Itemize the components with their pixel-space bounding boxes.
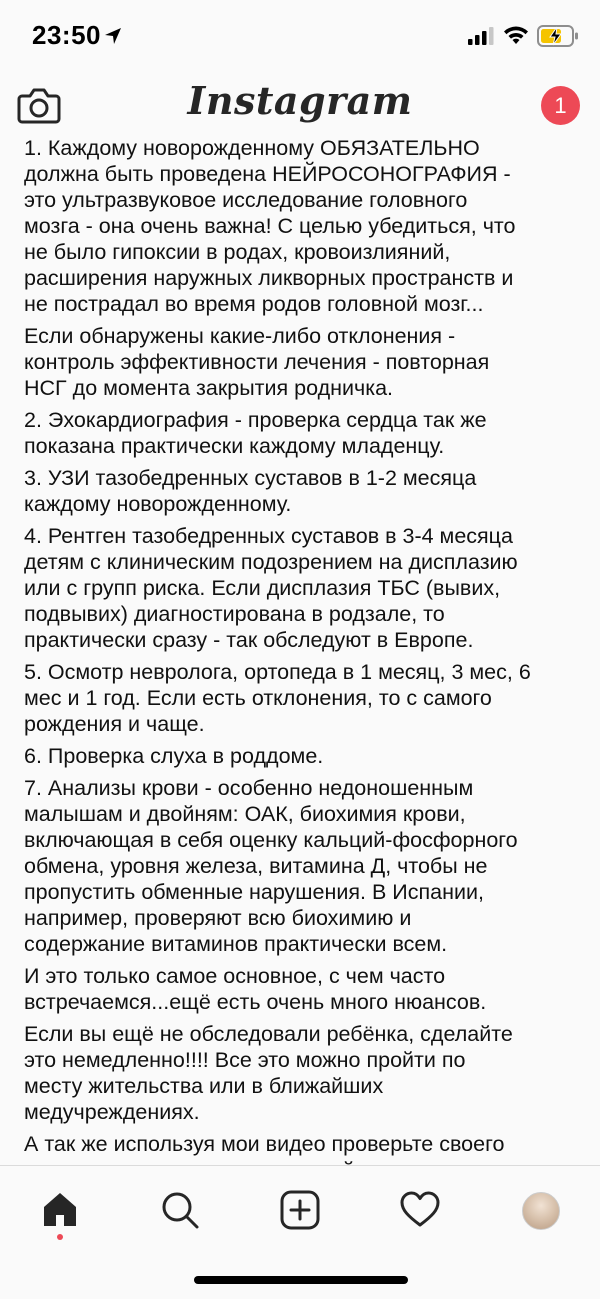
post-text-line: подвывих) диагностирована в родзале, то [24, 602, 445, 626]
post-paragraph [24, 323, 590, 401]
post-paragraph [24, 523, 590, 653]
home-indicator [194, 1276, 408, 1284]
post-text-line: расширения наружных ликворных пространств и [24, 266, 514, 290]
post-text-line: детям с клиническим подозрением на дисплазию [24, 550, 518, 574]
location-arrow-icon [103, 26, 123, 46]
post-text-line: содержание витаминов практически всем. [24, 932, 448, 956]
profile-avatar [522, 1192, 560, 1230]
post-text-line: не пострадал во время родов головной мозг... [24, 292, 484, 316]
post-text-line: 3. УЗИ тазобедренных суставов в 1-2 месяца [24, 466, 477, 490]
post-paragraph [24, 465, 590, 517]
cellular-signal-icon [468, 27, 494, 45]
home-icon[interactable] [40, 1190, 80, 1230]
post-text-line: практически сразу - так обследуют в Европе. [24, 628, 474, 652]
search-icon[interactable] [160, 1190, 200, 1230]
post-text-container [24, 135, 590, 1215]
post-text-line: показана практически каждому младенцу. [24, 434, 445, 458]
post-paragraph [24, 135, 590, 317]
post-text-line: 6. Проверка слуха в роддоме. [24, 744, 324, 768]
instagram-logo: Instagram [187, 78, 413, 123]
top-navigation [0, 70, 600, 142]
post-text-line: это немедленно!!!! Все это можно пройти по [24, 1048, 466, 1072]
post-paragraph [24, 1021, 590, 1125]
active-tab-indicator [57, 1234, 63, 1240]
post-paragraph [24, 659, 590, 737]
notification-badge[interactable]: 1 [541, 86, 580, 125]
post-text-line: 5. Осмотр невролога, ортопеда в 1 месяц, 3 мес, 6 [24, 660, 531, 684]
post-text-line: А так же используя мои видео проверьте своего [24, 1132, 505, 1156]
post-text-line: мозга - она очень важна! С целью убедиться, что [24, 214, 516, 238]
post-text-line: контроль эффективности лечения - повторная [24, 350, 490, 374]
post-text-line: это ультразвуковое исследование головного [24, 188, 468, 212]
post-text-line: должна быть проведена НЕЙРОСОНОГРАФИЯ - [24, 162, 511, 186]
status-time: 23:50 [32, 20, 101, 50]
post-text-line: малышам и двойням: ОАК, биохимия крови, [24, 802, 466, 826]
post-text-line: месту жительства или в ближайших [24, 1074, 384, 1098]
post-text-line: 1. Каждому новорожденному ОБЯЗАТЕЛЬНО [24, 136, 480, 160]
post-text-line: мес и 1 год. Если есть отклонения, то с самого [24, 686, 492, 710]
post-text-line: Если вы ещё не обследовали ребёнка, сделайте [24, 1022, 513, 1046]
profile-tab[interactable] [520, 1190, 560, 1230]
post-text-line: 4. Рентген тазобедренных суставов в 3-4 месяца [24, 524, 513, 548]
post-text-line: 2. Эхокардиография - проверка сердца так же [24, 408, 487, 432]
heart-icon[interactable] [400, 1190, 440, 1230]
post-paragraph [24, 743, 590, 769]
post-paragraph [24, 407, 590, 459]
wifi-icon [503, 24, 529, 46]
post-text-line: включающая в себя оценку кальций-фосфорного [24, 828, 518, 852]
post-paragraph [24, 775, 590, 957]
post-content [0, 135, 600, 1165]
post-text-line: НСГ до момента закрытия родничка. [24, 376, 394, 400]
post-text-line: рождения и чаще. [24, 712, 205, 736]
post-text-line: обмена, уровня железа, витамина Д, чтобы не [24, 854, 488, 878]
post-text-line: или с групп риска. Если дисплазия ТБС (вывих, [24, 576, 501, 600]
post-text-line: пропустить обменные нарушения. В Испании, [24, 880, 484, 904]
post-text-line: встречаемся...ещё есть очень много нюансов. [24, 990, 487, 1014]
battery-charging-icon [537, 24, 579, 48]
post-text-line: медучреждениях. [24, 1100, 200, 1124]
post-text-line: И это только самое основное, с чем часто [24, 964, 446, 988]
post-paragraph [24, 963, 590, 1015]
post-text-line: например, проверяют всю биохимию и [24, 906, 412, 930]
add-post-icon[interactable] [280, 1190, 320, 1230]
post-text-line: 7. Анализы крови - особенно недоношенным [24, 776, 474, 800]
post-text-line: Если обнаружены какие-либо отклонения - [24, 324, 456, 348]
status-bar [0, 0, 600, 70]
post-text-line: не было гипоксии в родах, кровоизлияний, [24, 240, 451, 264]
post-text-line: каждому новорожденному. [24, 492, 292, 516]
